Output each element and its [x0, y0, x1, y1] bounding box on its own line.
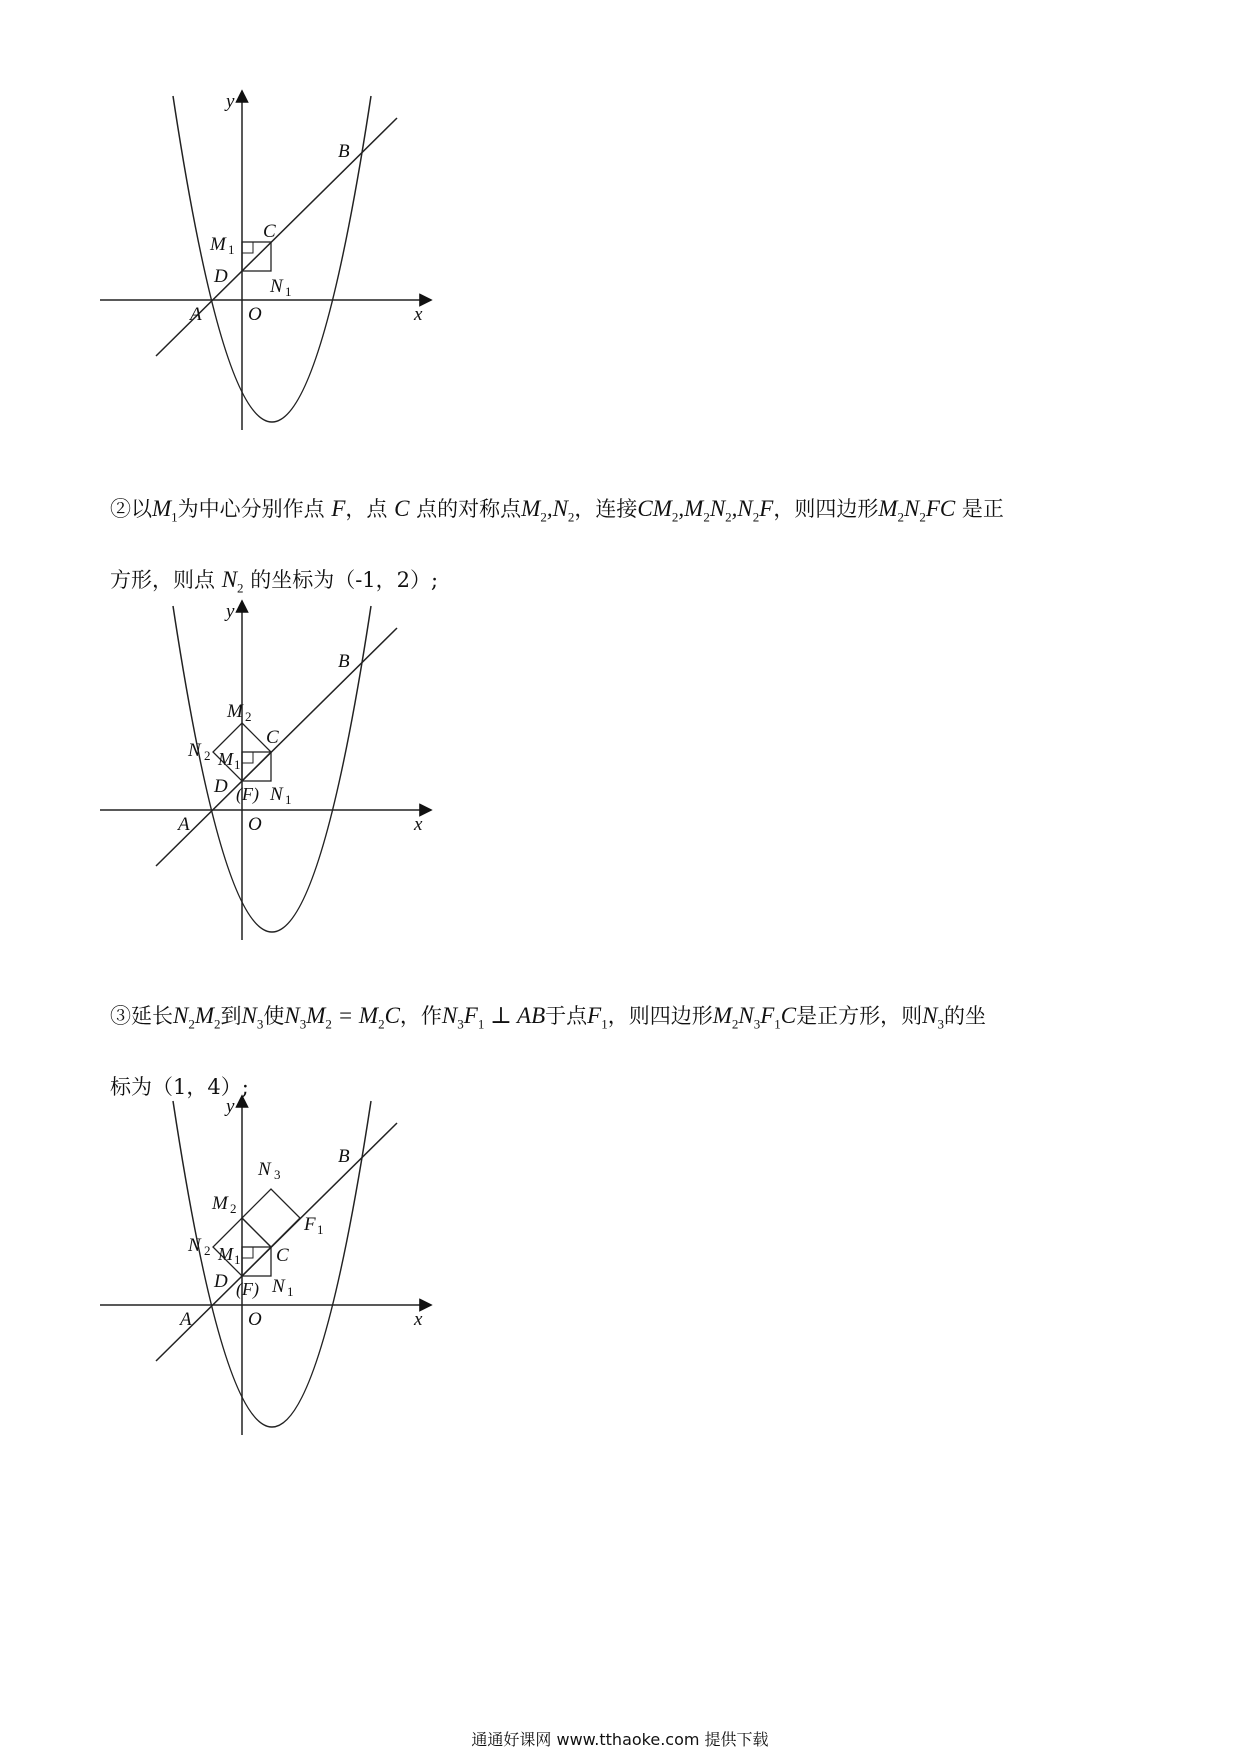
step-2-line-1	[110, 478, 1130, 549]
label-n3: N	[258, 1159, 271, 1180]
text: 使	[263, 1004, 285, 1028]
label-m1-sub: 1	[228, 242, 235, 257]
label-d: D	[214, 776, 228, 797]
text: 的坐	[943, 1004, 986, 1028]
math-segments: $CM_2,M_2N_2,N_2F$	[637, 496, 774, 525]
label-m1: M	[218, 1244, 233, 1264]
label-m1-sub: 1	[234, 757, 241, 772]
text: ③延长	[110, 1004, 173, 1028]
label-x: x	[414, 814, 423, 835]
figure-3-graph	[100, 1085, 440, 1445]
label-y: y	[226, 91, 235, 112]
label-origin: O	[248, 814, 262, 835]
text: ，则四边形	[773, 497, 879, 521]
text: ②以	[110, 497, 152, 521]
step-3-line-1	[110, 985, 1130, 1056]
math-f: F	[331, 496, 346, 521]
figure-1	[100, 80, 440, 440]
right-angle-mark	[242, 752, 253, 763]
label-m1-sub: 1	[234, 1252, 241, 1267]
label-f1-sub: 1	[317, 1222, 324, 1237]
label-n1: N	[272, 1276, 285, 1297]
label-n1: N	[270, 276, 283, 297]
label-b: B	[338, 1146, 350, 1167]
math-equation: $N_3M_2 = M_2C$	[284, 1003, 400, 1032]
math-n2: $N_2$	[221, 566, 244, 596]
figure-3	[100, 1085, 440, 1445]
label-c: C	[266, 727, 279, 748]
math-f1: $F_1$	[587, 1003, 608, 1032]
label-n1-sub: 1	[287, 1284, 294, 1299]
label-f: (F)	[236, 1279, 259, 1299]
label-origin: O	[248, 1309, 262, 1330]
label-d: D	[214, 266, 228, 287]
text: 的坐标为（-1，2）;	[243, 567, 439, 592]
label-a: A	[178, 814, 190, 835]
text: 到	[220, 1004, 242, 1028]
step-3-line-2: 标为（1，4）;	[110, 1074, 249, 1099]
label-c: C	[276, 1245, 289, 1266]
label-m2: M	[227, 701, 243, 722]
text: 为中心分别作点	[177, 497, 332, 521]
label-m2: M	[212, 1193, 228, 1214]
text: 点的对称点	[409, 497, 522, 521]
label-n3-sub: 3	[274, 1167, 281, 1182]
label-c: C	[263, 221, 276, 242]
math-m2-n2: $M_2,N_2$	[521, 496, 575, 525]
label-n2-sub: 2	[204, 1243, 211, 1258]
math-quadrilateral: $M_2N_2FC$	[878, 496, 956, 525]
right-angle-mark	[242, 242, 253, 253]
label-f1: F	[304, 1214, 316, 1235]
label-y: y	[226, 601, 235, 622]
page-footer: 通通好课网 www.tthaoke.com 提供下载	[471, 1730, 769, 1749]
label-x: x	[414, 1309, 423, 1330]
label-b: B	[338, 141, 350, 162]
label-a: A	[190, 304, 202, 325]
square-m2-n3-f1-c	[242, 1189, 300, 1247]
math-quadrilateral: $M_2N_3F_1C$	[712, 1003, 797, 1032]
label-f: (F)	[236, 784, 259, 804]
text: 于点	[545, 1004, 588, 1028]
figure-2-graph	[100, 590, 440, 950]
label-n2-sub: 2	[204, 748, 211, 763]
text: ，连接	[574, 497, 638, 521]
label-m1: M	[218, 749, 233, 769]
text: 方形，则点	[110, 567, 222, 592]
math-n2m2: $N_2M_2$	[173, 1003, 221, 1032]
math-n3: $N_3$	[241, 1003, 264, 1032]
figure-1-graph	[100, 80, 440, 440]
text: 是正方形，则	[796, 1004, 923, 1028]
label-n1-sub: 1	[285, 284, 292, 299]
label-y: y	[226, 1096, 235, 1117]
label-n1: N	[270, 784, 283, 805]
right-angle-mark	[242, 1247, 253, 1258]
label-a: A	[180, 1309, 192, 1330]
text: ，则四边形	[607, 1004, 713, 1028]
label-d: D	[214, 1271, 228, 1292]
text: ，作	[399, 1004, 442, 1028]
label-n1-sub: 1	[285, 792, 292, 807]
math-perpendicular: $N_3F_1$ ⊥ AB	[441, 1003, 546, 1032]
math-m1: $M_1$	[152, 496, 178, 525]
math-n3b: $N_3$	[922, 1003, 944, 1032]
label-m2-sub: 2	[230, 1201, 237, 1216]
label-origin: O	[248, 304, 262, 325]
text: 是正	[955, 497, 1004, 521]
label-m2-sub: 2	[245, 709, 252, 724]
label-m1: M	[210, 234, 226, 255]
label-x: x	[414, 304, 423, 325]
math-c: C	[394, 496, 410, 521]
text: ，点	[345, 497, 395, 521]
label-n2: N	[188, 1235, 201, 1256]
label-b: B	[338, 651, 350, 672]
label-n2: N	[188, 740, 201, 761]
figure-2	[100, 590, 440, 950]
